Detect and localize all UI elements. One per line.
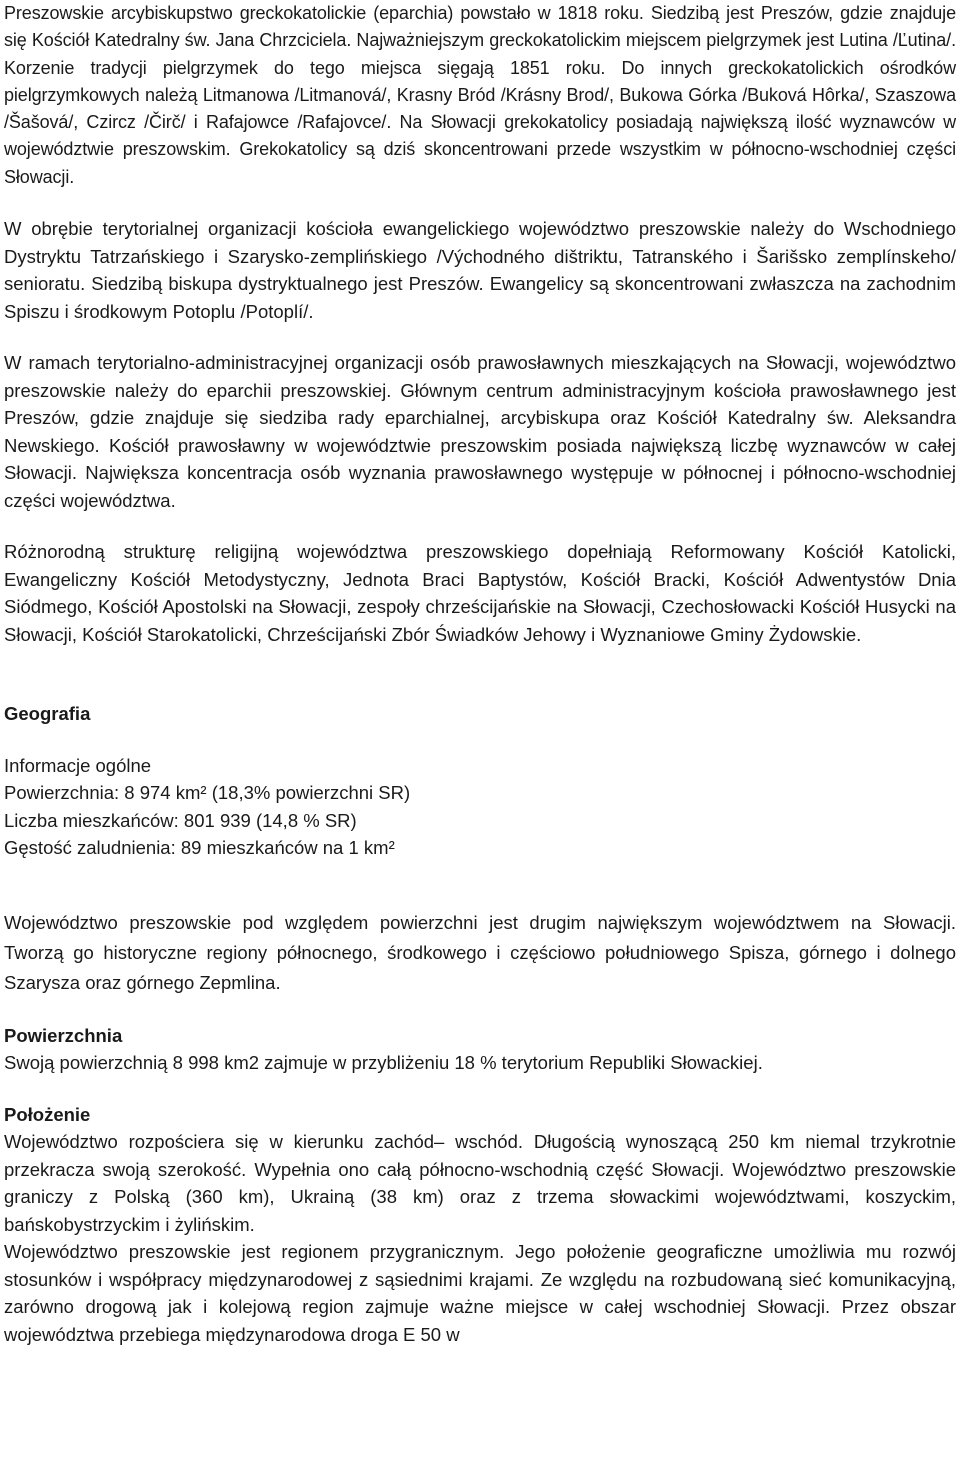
heading-polozenie: Położenie	[4, 1103, 91, 1125]
paragraph-inne-wyznania: Różnorodną strukturę religijną województwa preszowskiego dopełniają Reformowany Kościół Katolicki, Ewangeliczny Kościół Metodystyczny, Jednota Braci Baptystów, Kościół Bracki, Kościół Adwentystów Dnia Siódmego, Kościół Apostolski na Słowacji, zespoły chrześcijańskie na Słowacji, Czechosłowacki Kościół Husycki na Słowacji, Kościół Starokatolicki, Chrześcijański Zbór Świadków Jehowy i Wyznaniowe Gminy Żydowskie.	[4, 541, 956, 645]
general-info-title: Informacje ogólne	[4, 754, 152, 776]
area-line: Powierzchnia: 8 974 km² (18,3% powierzchni SR)	[4, 782, 411, 804]
density-line: Gęstość zaludnienia: 89 mieszkańców na 1 km²	[4, 837, 395, 859]
paragraph-prawoslawni: W ramach terytorialno-administracyjnej organizacji osób prawosławnych mieszkających na Słowacji, województwo preszowskie należy do eparchii preszowskiej. Głównym centrum administracyjnym kościoła prawosławnego jest Preszów, gdzie znajduje się siedziba rady eparchialnej, arcybiskupa oraz Kościół Katedralny św. Aleksandra Newskiego. Kościół prawosławny w województwie preszowskim posiada największą liczbę wyznawców w całej Słowacji. Największa koncentracja osób wyznania prawosławnego występuje w północnej i północno-wschodniej części województwa.	[4, 352, 956, 511]
paragraph-polozenie-1: Województwo rozpościera się w kierunku zachód– wschód. Długością wynoszącą 250 km niemal trzykrotnie przekracza swoją szerokość. Wypełnia ono całą północno-wschodnią część Słowacji. Województwo preszowskie graniczy z Polską (360 km), Ukrainą (38 km) oraz z trzema słowackimi województwami, koszyckim, bańskobystrzyckim i żylińskim.	[4, 1131, 956, 1235]
paragraph-greckokatolicy: Preszowskie arcybiskupstwo greckokatolickie (eparchia) powstało w 1818 roku. Siedzibą jest Preszów, gdzie znajduje się Kościół Katedralny św. Jana Chrzciciela. Najważniejszym greckokatolickim miejscem pielgrzymek jest Lutina /Ľutina/. Korzenie tradycji pielgrzymek do tego miejsca sięgają 1851 roku. Do innych greckokatolickich ośrodków pielgrzymkowych należą Litmanowa /Litmanová/, Krasny Bród /Krásny Brod/, Bukowa Górka /Buková Hôrka/, Szaszowa /Šašová/, Czircz /Čirč/ i Rafajowce /Rafajovce/. Na Słowacji grekokatolicy posiadają największą ilość wyznawców w województwie preszowskim. Grekokatolicy są dziś skoncentrowani przede wszystkim w północno-wschodniej części Słowacji.	[4, 3, 956, 187]
heading-geografia: Geografia	[4, 703, 91, 725]
paragraph-ewangelicy: W obrębie terytorialnej organizacji kościoła ewangelickiego województwo preszowskie należy do Wschodniego Dystryktu Tatrzańskiego i Szarysko-zemplińskiego /Východného dištriktu, Tatranského i Šarišsko zemplínskeho/ senioratu. Siedzibą biskupa dystryktualnego jest Preszów. Ewangelicy są skoncentrowani zwłaszcza na zachodnim Spiszu i środkowym Potoplu /Potoplí/.	[4, 218, 956, 322]
paragraph-powierzchnia: Swoją powierzchnią 8 998 km2 zajmuje w przybliżeniu 18 % terytorium Republiki Słowackiej.	[4, 1052, 763, 1074]
paragraph-polozenie-2: Województwo preszowskie jest regionem przygranicznym. Jego położenie geograficzne umożliwia mu rozwój stosunków i współpracy międzynarodowej z sąsiednimi krajami. Ze względu na rozbudowaną sieć komunikacyjną, zarówno drogową jak i kolejową region zajmuje ważne miejsce w całej wschodniej Słowacji. Przez obszar województwa przebiega międzynarodowa droga E 50 w	[4, 1241, 956, 1345]
paragraph-geografia-intro: Województwo preszowskie pod względem powierzchni jest drugim największym województwem na Słowacji. Tworzą go historyczne regiony północnego, środkowego i częściowo południowego Spisza, górnego i dolnego Szarysza oraz górnego Zepmlina.	[4, 911, 956, 993]
population-line: Liczba mieszkańców: 801 939 (14,8 % SR)	[4, 809, 357, 831]
document-page	[4, 0, 956, 1348]
general-info-block	[4, 752, 956, 862]
heading-powierzchnia: Powierzchnia	[4, 1024, 123, 1046]
